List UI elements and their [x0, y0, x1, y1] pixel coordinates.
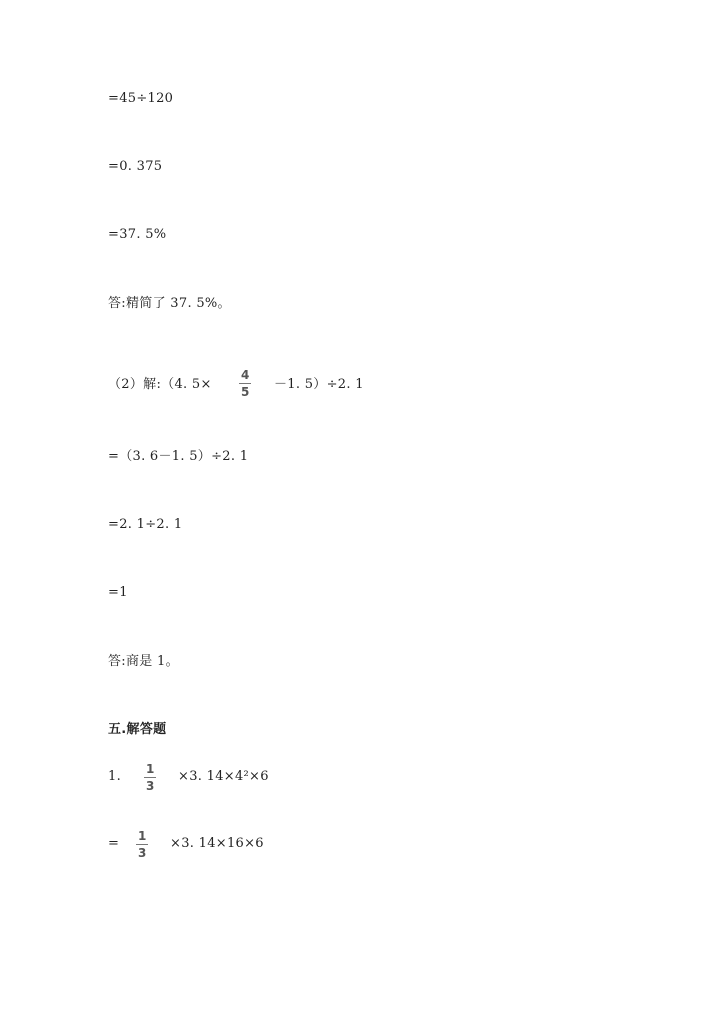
calc-step-4: =（3. 6－1. 5）÷2. 1	[108, 449, 249, 464]
problem-1-step-expression: ×3. 14×16×6	[170, 836, 264, 851]
fraction-four-fifths	[239, 368, 252, 399]
problem-number: 1.	[108, 769, 122, 784]
problem-1-step	[108, 829, 408, 860]
section-heading: 五.解答题	[108, 722, 167, 737]
fraction-bar	[136, 844, 148, 845]
fraction-one-third	[144, 762, 157, 793]
equals-sign: =	[108, 836, 120, 851]
answer-2: 答:商是 1。	[108, 654, 179, 669]
fraction-denominator: 3	[138, 846, 147, 860]
problem-1-expression: ×3. 14×4²×6	[178, 769, 269, 784]
calc-step-3: =37. 5%	[108, 227, 167, 242]
fraction-denominator: 5	[241, 385, 250, 399]
calc-step-2: =0. 375	[108, 159, 163, 174]
fraction-denominator: 3	[146, 779, 155, 793]
fraction-one-third-2	[136, 829, 149, 860]
fraction-bar	[239, 383, 251, 384]
fraction-bar	[144, 777, 156, 778]
solution-2-line	[108, 368, 408, 399]
calc-step-5: =2. 1÷2. 1	[108, 517, 183, 532]
fraction-numerator: 1	[138, 829, 147, 843]
fraction-numerator: 1	[146, 762, 155, 776]
calc-step-6: =1	[108, 585, 128, 600]
problem-1-line	[108, 762, 408, 793]
solution-2-prefix: （2）解:（4. 5×	[108, 377, 212, 392]
solution-2-suffix: －1. 5）÷2. 1	[274, 377, 364, 392]
calc-step-1: =45÷120	[108, 91, 174, 106]
fraction-numerator: 4	[241, 368, 250, 382]
answer-1: 答:精简了 37. 5%。	[108, 296, 231, 311]
